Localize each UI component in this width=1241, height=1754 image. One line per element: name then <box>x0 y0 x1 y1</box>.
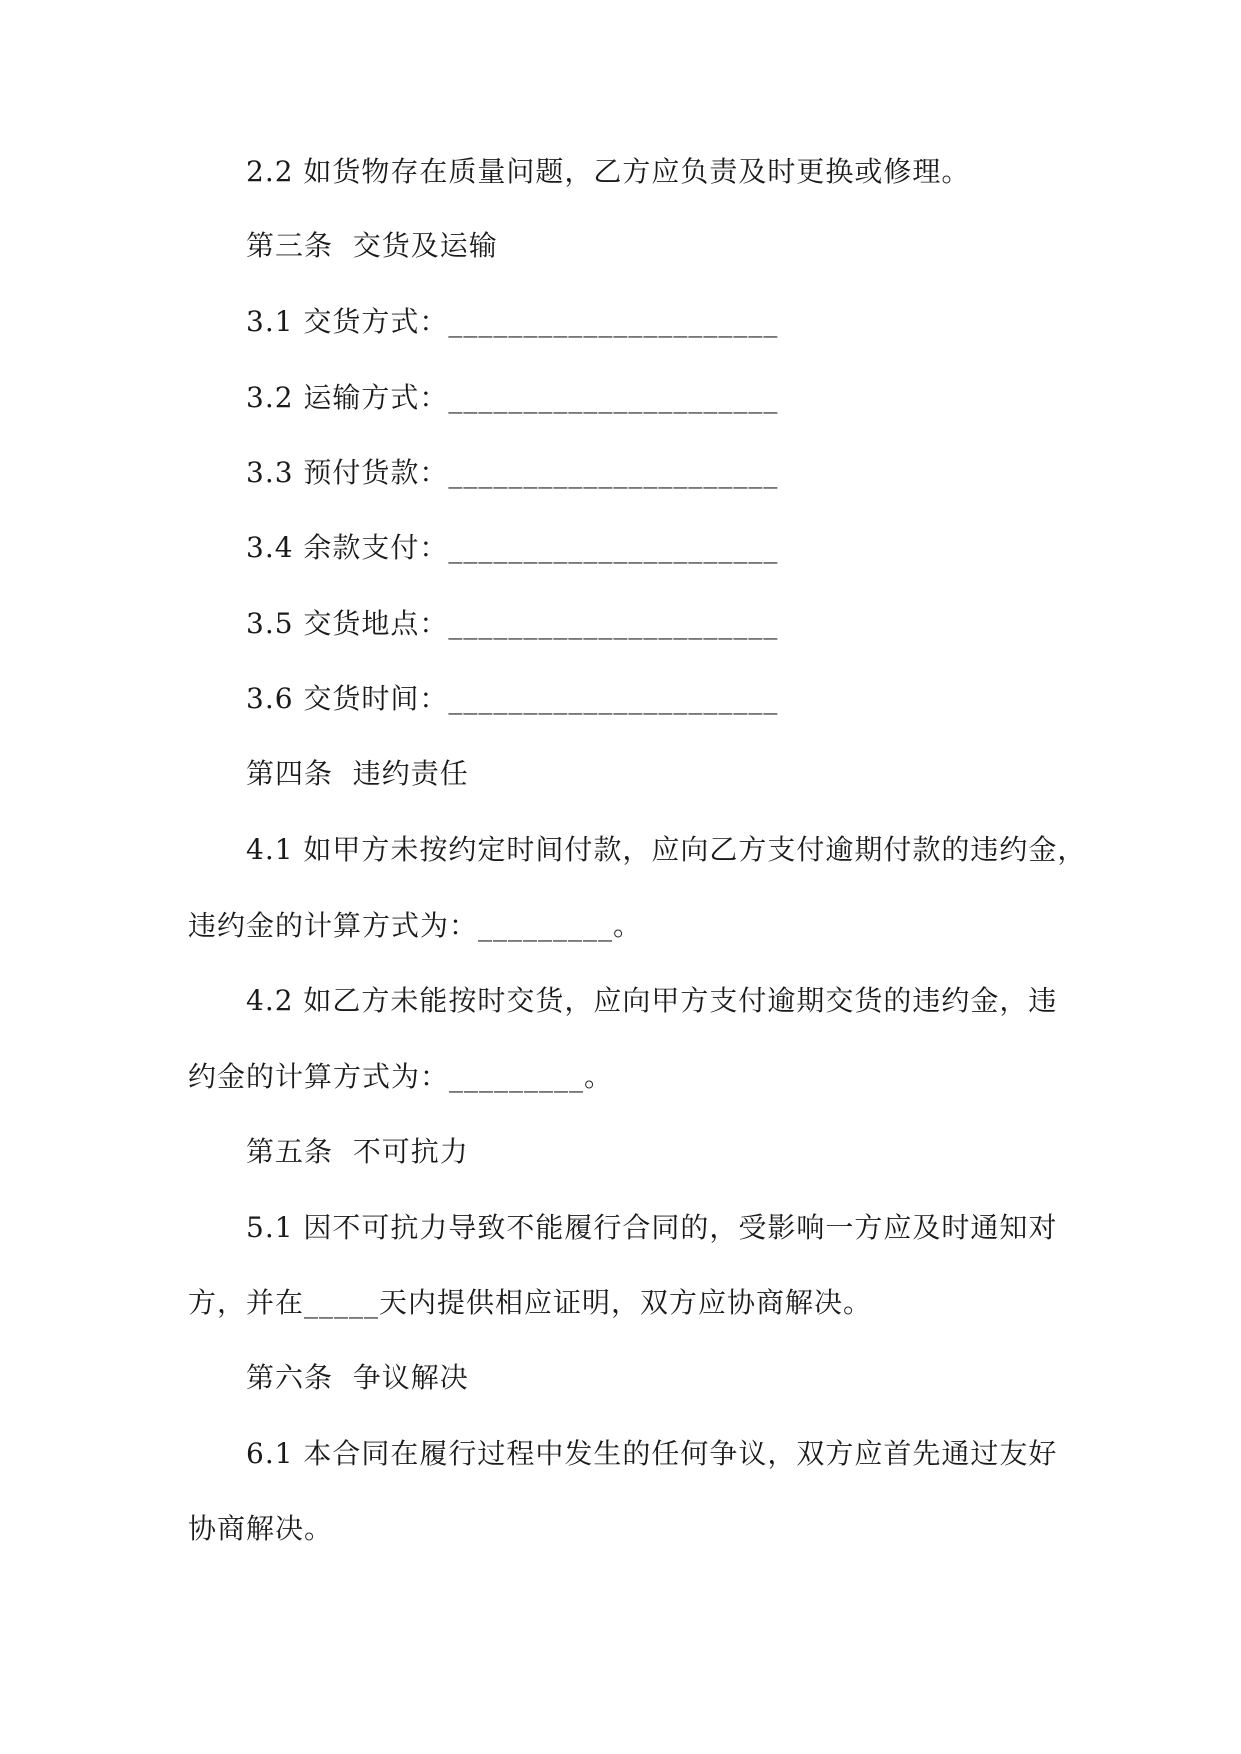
clause-3-3: 3.3 预付货款：______________________ <box>246 456 779 489</box>
clause-5-1-line-2: 方，并在_____天内提供相应证明，双方应协商解决。 <box>188 1286 873 1319</box>
clause-6-1-line-1: 6.1 本合同在履行过程中发生的任何争议，双方应首先通过友好 <box>246 1437 1058 1470</box>
clause-3-6: 3.6 交货时间：______________________ <box>246 682 779 715</box>
clause-4-1-line-1: 4.1 如甲方未按约定时间付款，应向乙方支付逾期付款的违约金， <box>246 833 1087 866</box>
article-4-heading: 第四条 违约责任 <box>246 757 469 790</box>
article-3-heading: 第三条 交货及运输 <box>246 229 498 262</box>
article-6-heading: 第六条 争议解决 <box>246 1361 469 1394</box>
clause-3-4: 3.4 余款支付：______________________ <box>246 531 779 564</box>
clause-3-5: 3.5 交货地点：______________________ <box>246 607 779 640</box>
clause-5-1-line-1: 5.1 因不可抗力导致不能履行合同的，受影响一方应及时通知对 <box>246 1211 1058 1244</box>
clause-3-1: 3.1 交货方式：______________________ <box>246 305 779 338</box>
clause-2-2: 2.2 如货物存在质量问题，乙方应负责及时更换或修理。 <box>246 155 971 188</box>
clause-4-2-line-1: 4.2 如乙方未能按时交货，应向甲方支付逾期交货的违约金，违 <box>246 984 1058 1017</box>
clause-6-1-line-2: 协商解决。 <box>188 1512 334 1545</box>
clause-4-1-line-2: 违约金的计算方式为：_________。 <box>188 909 643 942</box>
clause-3-2: 3.2 运输方式：______________________ <box>246 381 779 414</box>
clause-4-2-line-2: 约金的计算方式为：_________。 <box>188 1060 614 1093</box>
article-5-heading: 第五条 不可抗力 <box>246 1135 469 1168</box>
